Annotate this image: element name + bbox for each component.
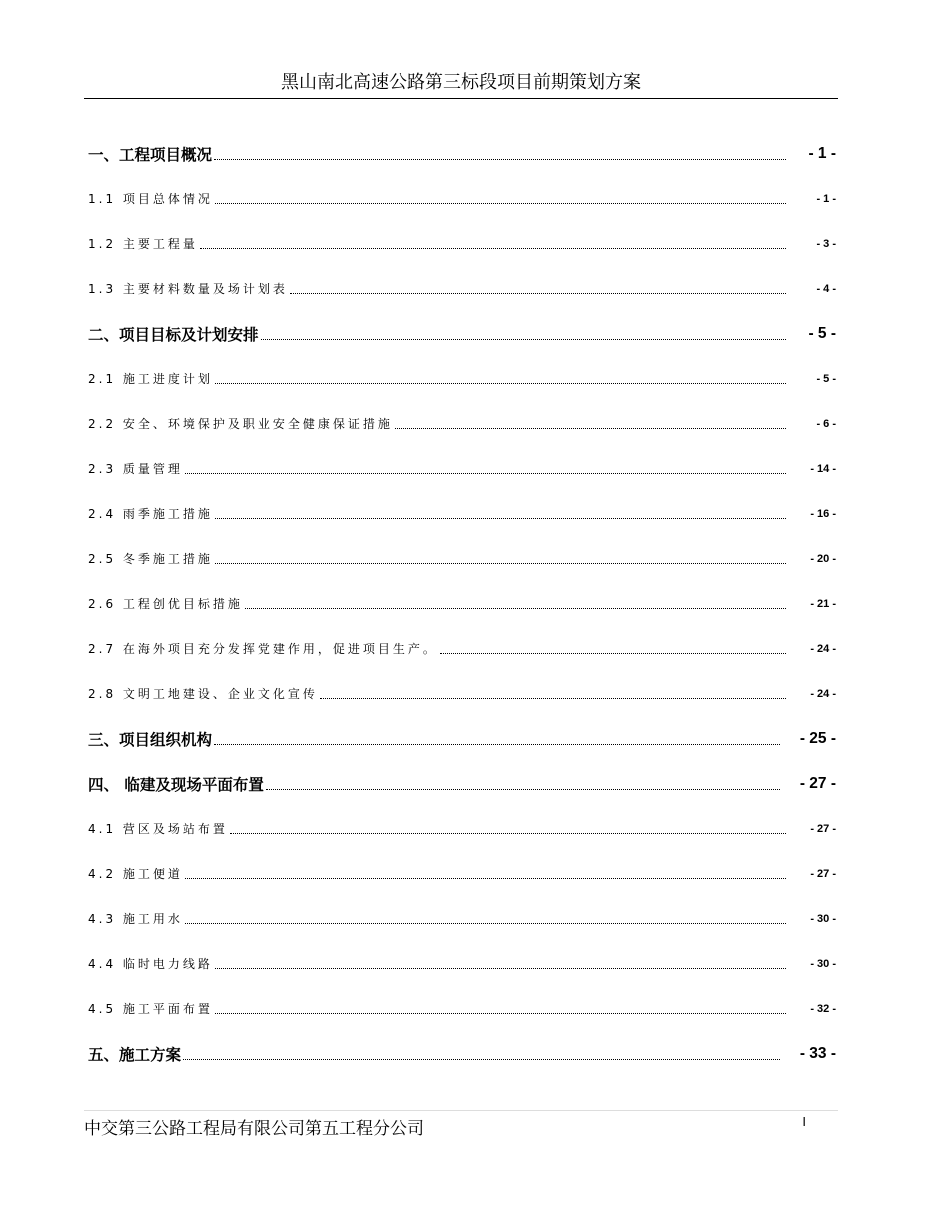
toc-entry[interactable] bbox=[88, 761, 836, 806]
toc-entry-page: - 21 - bbox=[810, 597, 836, 610]
toc-entry[interactable] bbox=[88, 1031, 836, 1076]
toc-entry[interactable] bbox=[88, 671, 836, 716]
toc-entry-label: 一、工程项目概况 bbox=[88, 145, 213, 164]
toc-entry[interactable] bbox=[88, 446, 836, 491]
toc-entry-label: 1.1 项目总体情况 bbox=[88, 192, 213, 206]
toc-entry[interactable] bbox=[88, 896, 836, 941]
toc-entry-page: - 3 - bbox=[816, 237, 836, 250]
toc-leader-dots bbox=[185, 473, 786, 474]
toc-leader-dots bbox=[215, 383, 786, 384]
toc-leader-dots bbox=[215, 1013, 786, 1014]
page-footer bbox=[84, 1110, 838, 1141]
toc-entry[interactable] bbox=[88, 311, 836, 356]
toc-entry-label: 2.2 安全、环境保护及职业安全健康保证措施 bbox=[88, 417, 393, 431]
toc-entry-label: 三、项目组织机构 bbox=[88, 730, 213, 749]
table-of-contents bbox=[88, 131, 836, 1076]
toc-leader-dots bbox=[320, 698, 786, 699]
toc-leader-dots bbox=[185, 878, 786, 879]
footer-page-number: I bbox=[802, 1114, 806, 1129]
toc-entry-label: 五、施工方案 bbox=[88, 1045, 182, 1064]
toc-leader-dots bbox=[230, 833, 786, 834]
toc-entry[interactable] bbox=[88, 131, 836, 176]
toc-entry-page: - 24 - bbox=[810, 642, 836, 655]
toc-entry[interactable] bbox=[88, 356, 836, 401]
toc-entry-page: - 27 - bbox=[810, 867, 836, 880]
toc-entry-page: - 24 - bbox=[810, 687, 836, 700]
toc-entry-label: 四、 临建及现场平面布置 bbox=[88, 775, 264, 794]
toc-entry[interactable] bbox=[88, 941, 836, 986]
toc-leader-dots bbox=[200, 248, 786, 249]
toc-leader-dots bbox=[266, 789, 780, 790]
toc-entry-page: - 27 - bbox=[799, 774, 836, 792]
toc-leader-dots bbox=[215, 968, 786, 969]
toc-entry-page: - 32 - bbox=[810, 1002, 836, 1015]
toc-entry-page: - 30 - bbox=[810, 957, 836, 970]
toc-leader-dots bbox=[440, 653, 786, 654]
toc-leader-dots bbox=[214, 159, 786, 160]
toc-entry-page: - 1 - bbox=[816, 192, 836, 205]
toc-entry-label: 4.4 临时电力线路 bbox=[88, 957, 213, 971]
toc-entry[interactable] bbox=[88, 581, 836, 626]
toc-entry-label: 2.5 冬季施工措施 bbox=[88, 552, 213, 566]
toc-entry[interactable] bbox=[88, 626, 836, 671]
toc-entry[interactable] bbox=[88, 851, 836, 896]
toc-entry-label: 2.6 工程创优目标措施 bbox=[88, 597, 243, 611]
toc-leader-dots bbox=[395, 428, 786, 429]
toc-entry-page: - 16 - bbox=[810, 507, 836, 520]
toc-entry[interactable] bbox=[88, 986, 836, 1031]
toc-leader-dots bbox=[214, 744, 780, 745]
toc-entry[interactable] bbox=[88, 176, 836, 221]
toc-leader-dots bbox=[290, 293, 786, 294]
toc-entry[interactable] bbox=[88, 536, 836, 581]
toc-entry-label: 2.3 质量管理 bbox=[88, 462, 183, 476]
toc-entry-page: - 4 - bbox=[816, 282, 836, 295]
toc-entry-label: 二、项目目标及计划安排 bbox=[88, 325, 259, 344]
toc-entry-label: 4.1 营区及场站布置 bbox=[88, 822, 228, 836]
toc-entry-page: - 5 - bbox=[816, 372, 836, 385]
toc-entry-label: 2.7 在海外项目充分发挥党建作用，促进项目生产。 bbox=[88, 642, 438, 656]
toc-leader-dots bbox=[215, 563, 786, 564]
document-title: 黑山南北高速公路第三标段项目前期策划方案 bbox=[281, 72, 641, 93]
page-header bbox=[84, 64, 838, 99]
toc-entry-label: 2.4 雨季施工措施 bbox=[88, 507, 213, 521]
toc-entry[interactable] bbox=[88, 221, 836, 266]
toc-entry-page: - 14 - bbox=[810, 462, 836, 475]
toc-leader-dots bbox=[183, 1059, 780, 1060]
toc-leader-dots bbox=[185, 923, 786, 924]
toc-entry[interactable] bbox=[88, 806, 836, 851]
toc-leader-dots bbox=[215, 518, 786, 519]
toc-entry-page: - 25 - bbox=[799, 729, 836, 747]
toc-entry[interactable] bbox=[88, 491, 836, 536]
toc-entry-page: - 1 - bbox=[808, 144, 836, 162]
toc-entry-page: - 33 - bbox=[799, 1044, 836, 1062]
toc-entry-page: - 30 - bbox=[810, 912, 836, 925]
toc-entry-label: 2.1 施工进度计划 bbox=[88, 372, 213, 386]
toc-entry-page: - 5 - bbox=[808, 324, 836, 342]
toc-entry-page: - 20 - bbox=[810, 552, 836, 565]
toc-leader-dots bbox=[215, 203, 786, 204]
toc-entry-label: 4.2 施工便道 bbox=[88, 867, 183, 881]
toc-entry-label: 1.2 主要工程量 bbox=[88, 237, 198, 251]
toc-entry-page: - 6 - bbox=[816, 417, 836, 430]
toc-entry[interactable] bbox=[88, 401, 836, 446]
toc-entry-label: 1.3 主要材料数量及场计划表 bbox=[88, 282, 288, 296]
toc-leader-dots bbox=[245, 608, 786, 609]
toc-entry-label: 4.3 施工用水 bbox=[88, 912, 183, 926]
toc-leader-dots bbox=[261, 339, 786, 340]
toc-entry[interactable] bbox=[88, 716, 836, 761]
toc-entry[interactable] bbox=[88, 266, 836, 311]
toc-entry-page: - 27 - bbox=[810, 822, 836, 835]
toc-entry-label: 2.8 文明工地建设、企业文化宣传 bbox=[88, 687, 318, 701]
footer-company-name: 中交第三公路工程局有限公司第五工程分公司 bbox=[84, 1119, 424, 1139]
toc-entry-label: 4.5 施工平面布置 bbox=[88, 1002, 213, 1016]
